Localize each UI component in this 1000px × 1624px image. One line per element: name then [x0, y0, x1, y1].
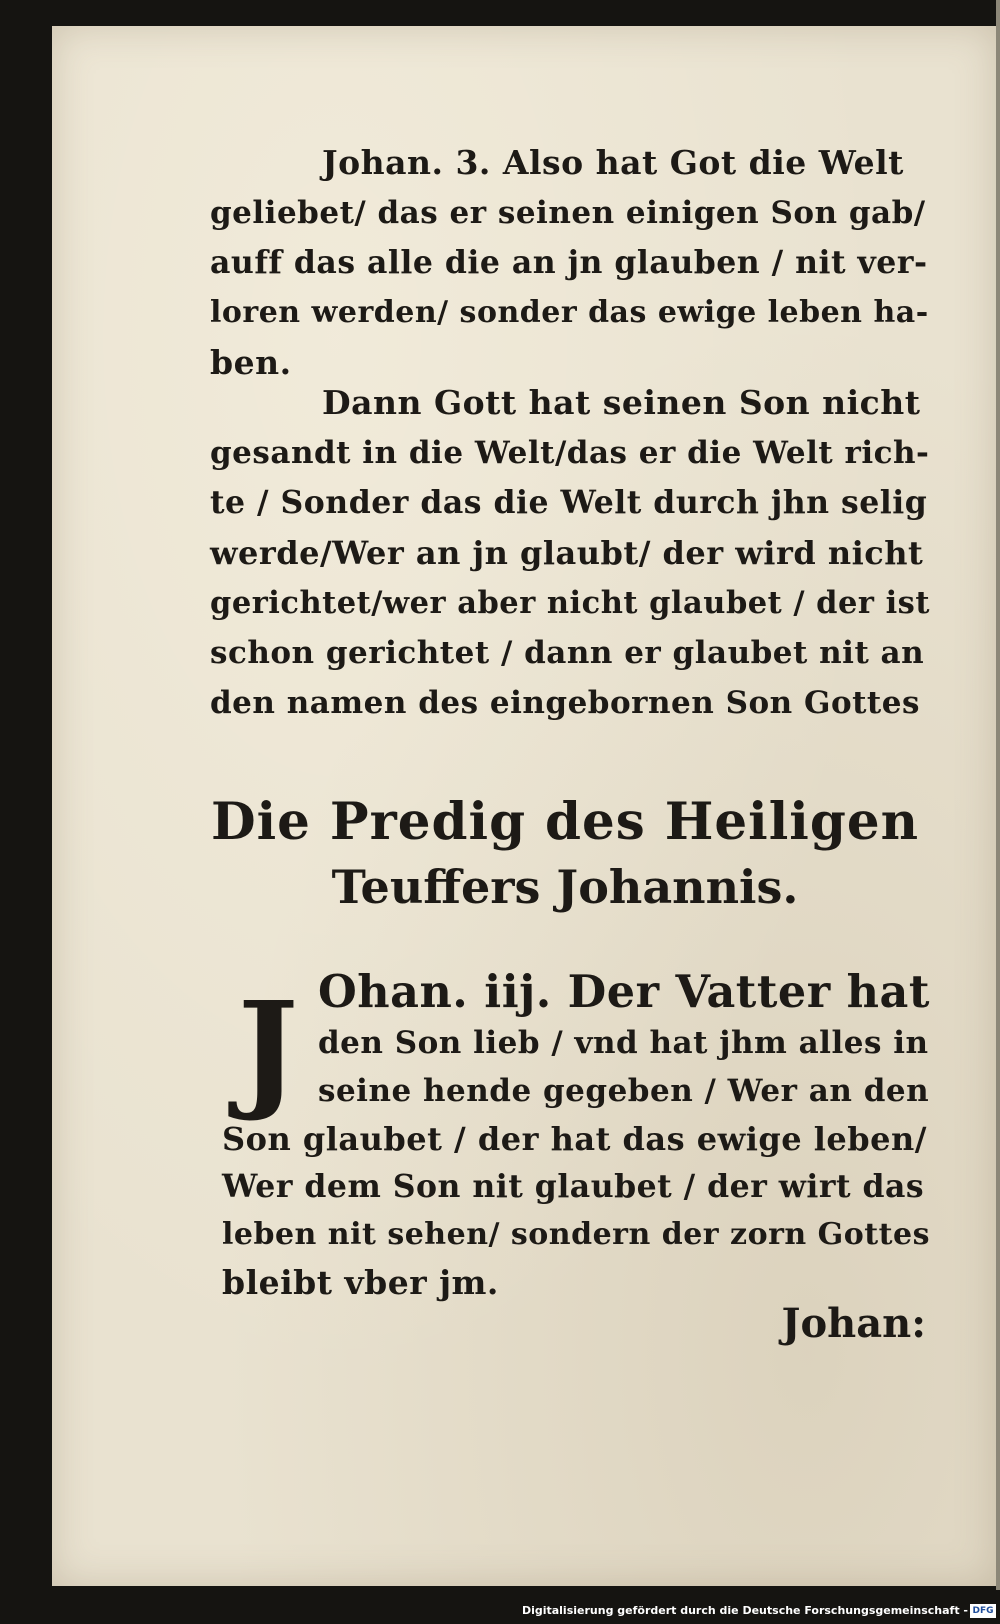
- text-line: Ohan. iij. Der Vatter hat: [318, 966, 930, 1018]
- section-heading: Die Predig des Heiligen: [210, 792, 920, 852]
- text-line: loren werden/ sonder das ewige leben ha-: [210, 295, 929, 330]
- dfg-logo: DFG: [970, 1604, 996, 1618]
- text-line: Dann Gott hat seinen Son nicht: [322, 383, 921, 422]
- text-line: ben.: [210, 343, 292, 382]
- page-edge: [996, 0, 1000, 1590]
- text-line: seine hende gegeben / Wer an den: [318, 1073, 930, 1109]
- text-line: auff das alle die an jn glauben / nit ver-: [210, 244, 928, 281]
- catchword: Johan:: [781, 1300, 926, 1347]
- text-line: te / Sonder das die Welt durch jhn selig: [210, 484, 928, 521]
- text-line: bleibt vber jm.: [222, 1263, 499, 1302]
- text-line: Son glaubet / der hat das ewige leben/: [222, 1120, 927, 1158]
- text-line: Wer dem Son nit glaubet / der wirt das: [222, 1168, 925, 1205]
- text-line: Johan. 3. Also hat Got die Welt: [322, 143, 904, 182]
- text-line: schon gerichtet / dann er glaubet nit an: [210, 635, 925, 671]
- text-line: gerichtet/wer aber nicht glaubet / der ist: [210, 585, 930, 621]
- footer-credit: Digitalisierung gefördert durch die Deutsche Forschungsgemeinschaft -: [521, 1604, 968, 1617]
- text-line: leben nit sehen/ sondern der zorn Gottes: [222, 1217, 930, 1252]
- text-line: werde/Wer an jn glaubt/ der wird nicht: [210, 534, 924, 572]
- text-line: den namen des eingebornen Son Gottes: [210, 685, 920, 721]
- section-subheading: Teuffers Johannis.: [331, 860, 799, 914]
- decorated-initial: J: [237, 975, 299, 1125]
- text-line: gesandt in die Welt/das er die Welt rich-: [210, 435, 930, 471]
- text-line: den Son lieb / vnd hat jhm alles in: [318, 1025, 929, 1061]
- text-line: geliebet/ das er seinen einigen Son gab/: [210, 195, 926, 231]
